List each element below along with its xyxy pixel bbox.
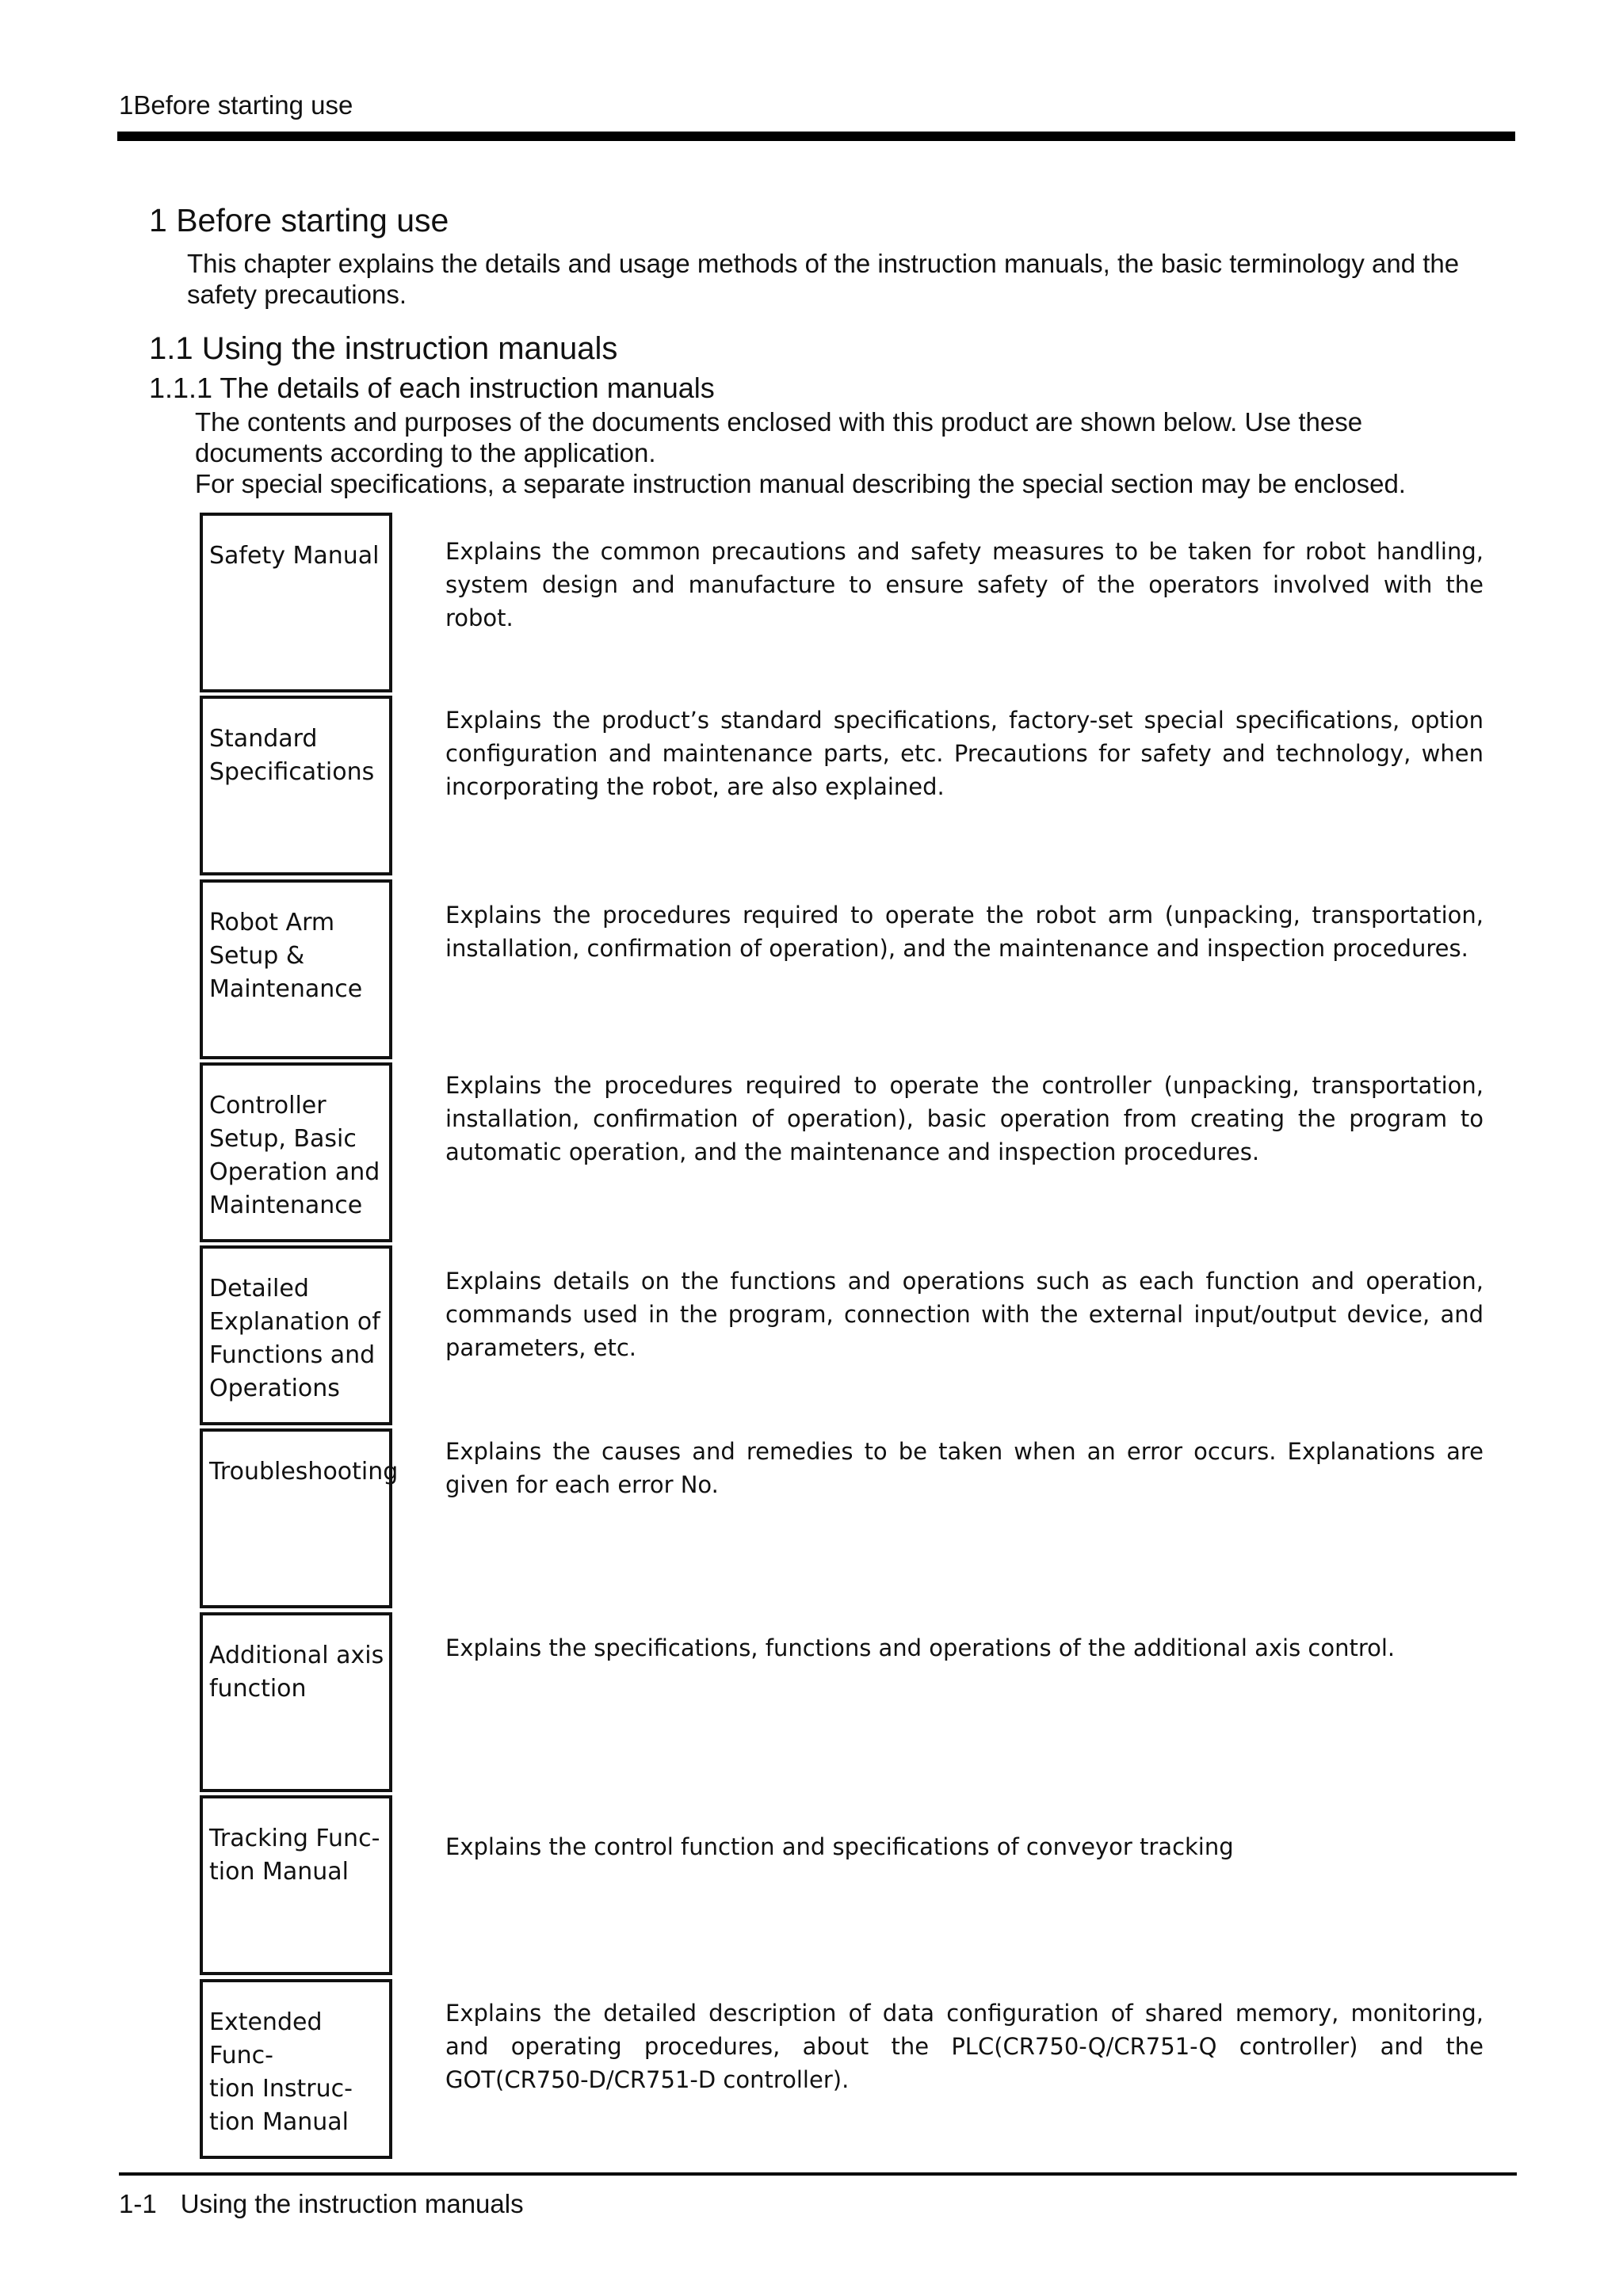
manual-description: Explains the control function and specifications of conveyor tracking	[445, 1833, 1234, 1860]
manual-label: Additional axis function	[209, 1642, 384, 1703]
manual-label-box	[200, 696, 392, 875]
footer-section-title: Using the instruction manuals	[180, 2189, 524, 2218]
manual-description: Explains the specifications, functions and operations of the additional axis control.	[445, 1634, 1396, 1661]
subsection-title: 1.1.1 The details of each instruction manuals	[149, 372, 715, 404]
manual-label: Robot Arm Setup & Maintenance	[209, 909, 363, 1003]
header-rule	[117, 132, 1515, 141]
manual-label-box	[200, 1062, 392, 1242]
manual-description: Explains the detailed description of data configuration of shared memory, monitoring, and operating procedures, about the PLC(CR750-Q/CR751-Q controller) and the GOT(CR750-D/CR751-D controller).	[445, 2000, 1484, 2093]
chapter-intro: This chapter explains the details and usage methods of the instruction manuals, the basic terminology and the safety precautions.	[187, 249, 1460, 309]
manual-label-box	[200, 513, 392, 692]
manual-label-box	[200, 1245, 392, 1425]
section-title: 1.1 Using the instruction manuals	[149, 331, 618, 366]
manual-description: Explains details on the functions and operations such as each function and operation, commands used in the program, connection with the external input/output device, and parameters, etc.	[445, 1268, 1484, 1361]
footer-rule	[119, 2172, 1517, 2176]
page-number: 1-1	[119, 2189, 157, 2218]
subsection-paragraph: For special specifications, a separate instruction manual describing the special section may be enclosed.	[195, 469, 1406, 498]
manual-description: Explains the procedures required to operate the controller (unpacking, transportation, installation, confirmation of operation), basic operation from creating the program to automatic operation, and the maintenance and inspection procedures.	[445, 1072, 1484, 1165]
manual-label: Tracking Func- tion Manual	[209, 1825, 380, 1886]
manual-label-box	[200, 1612, 392, 1792]
manual-label-box	[200, 1795, 392, 1975]
manual-label-box	[200, 1979, 392, 2159]
manual-label: Troubleshooting	[209, 1458, 399, 1486]
manual-label: Detailed Explanation of Functions and Operations	[209, 1275, 380, 1402]
chapter-title: 1 Before starting use	[149, 202, 449, 238]
page-footer	[119, 2188, 524, 2220]
manual-description: Explains the procedures required to operate the robot arm (unpacking, transportation, installation, confirmation of operation), and the maintenance and inspection procedures.	[445, 902, 1484, 962]
manual-label: Controller Setup, Basic Operation and Maintenance	[209, 1092, 380, 1219]
subsection-body	[195, 406, 1495, 499]
manual-label-box	[200, 1428, 399, 1608]
running-header: 1Before starting use	[119, 90, 353, 120]
manual-description: Explains the causes and remedies to be taken when an error occurs. Explanations are given for each error No.	[445, 1438, 1484, 1498]
manual-description: Explains the product’s standard specifications, factory-set special specifications, option configuration and maintenance parts, etc. Precautions for safety and technology, when incorporating the robot, are also explained.	[445, 707, 1484, 800]
manual-label: Extended Func- tion Instruc- tion Manual	[209, 2008, 353, 2136]
manual-label: Safety Manual	[209, 542, 380, 570]
manual-label: Standard Specifications	[209, 725, 375, 786]
manual-label-box	[200, 879, 392, 1059]
subsection-paragraph: The contents and purposes of the documents enclosed with this product are shown below. Use these documents according to the application.	[195, 407, 1363, 467]
manual-description: Explains the common precautions and safety measures to be taken for robot handling, system design and manufacture to ensure safety of the operators involved with the robot.	[445, 538, 1484, 631]
